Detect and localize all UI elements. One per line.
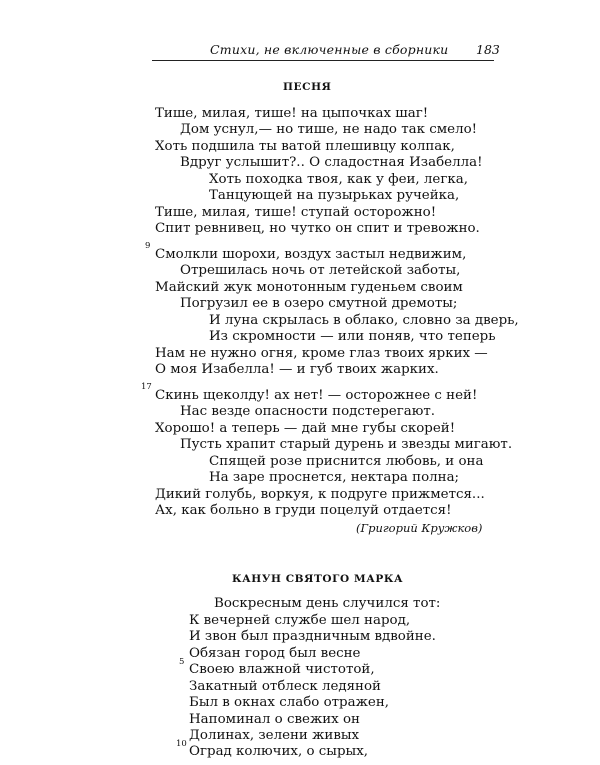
- poem-line: Хоть походка твоя, как у феи, легка,: [209, 172, 468, 187]
- poem-line: Дом уснул,— но тише, не надо так смело!: [180, 122, 478, 137]
- running-title: Стихи, не включенные в сборники: [210, 42, 449, 57]
- poem-line: Обязан город был весне: [189, 646, 361, 661]
- poem-line: Воскресным день случился тот:: [214, 596, 441, 611]
- poem-line: Вдруг услышит?.. О сладостная Изабелла!: [180, 155, 483, 170]
- poem-line: Своею влажной чистотой,: [189, 662, 375, 677]
- poem-line: Хорошо! а теперь — дай мне губы скорей!: [155, 421, 456, 436]
- poem-line: Дикий голубь, воркуя, к подруге прижмется...: [155, 487, 485, 502]
- poem-line: Скинь щеколду! ах нет! — осторожнее с ней!: [155, 388, 478, 403]
- poem-line: И луна скрылась в облако, словно за дверь,: [209, 313, 519, 328]
- poem-line: Из скромности — или поняв, что теперь: [209, 329, 496, 344]
- line-number: 17: [141, 382, 152, 392]
- poem-line: Закатный отблеск ледяной: [189, 679, 381, 694]
- line-number: 9: [145, 241, 151, 251]
- poem-line: На заре проснется, нектара полна;: [209, 470, 460, 485]
- poem-line: Погрузил ее в озеро смутной дремоты;: [180, 296, 458, 311]
- poem-line: Спит ревнивец, но чутко он спит и тревожно.: [155, 221, 480, 236]
- poem-title: ПЕСНЯ: [283, 81, 332, 93]
- line-number: 10: [176, 739, 187, 749]
- page-number: 183: [476, 42, 500, 57]
- poem-line: Напоминал о свежих он: [189, 712, 360, 727]
- poem-line: Был в окнах слабо отражен,: [189, 695, 390, 710]
- poem-line: Спящей розе приснится любовь, и она: [209, 454, 484, 469]
- poem-line: Нам не нужно огня, кроме глаз твоих ярких —: [155, 346, 488, 361]
- poem-line: Долинах, зелени живых: [189, 728, 360, 743]
- poem-line: Танцующей на пузырьках ручейка,: [209, 188, 460, 203]
- poem-line: Нас везде опасности подстерегают.: [180, 404, 436, 419]
- poem-line: Хоть подшила ты ватой плешивцу колпак,: [155, 139, 455, 154]
- poem-line: К вечерней службе шел народ,: [189, 613, 411, 628]
- poem-line: Оград колючих, о сырых,: [189, 744, 369, 759]
- poem-line: Ах, как больно в груди поцелуй отдается!: [155, 503, 452, 518]
- poem-line: Смолкли шорохи, воздух застыл недвижим,: [155, 247, 467, 262]
- poem-line: Майский жук монотонным гуденьем своим: [155, 280, 463, 295]
- header-rule: [152, 60, 494, 61]
- poem-line: О моя Изабелла! — и губ твоих жарких.: [155, 362, 439, 377]
- poem-line: Пусть храпит старый дурень и звезды мигают.: [180, 437, 513, 452]
- translator-credit: (Григорий Кружков): [356, 521, 483, 535]
- poem-title: КАНУН СВЯТОГО МАРКА: [232, 573, 404, 585]
- line-number: 5: [179, 657, 185, 667]
- poem-line: Тише, милая, тише! на цыпочках шаг!: [155, 106, 429, 121]
- poem-line: Отрешилась ночь от летейской заботы,: [180, 263, 461, 278]
- poem-line: Тише, милая, тише! ступай осторожно!: [155, 205, 437, 220]
- poem-line: И звон был праздничным вдвойне.: [189, 629, 436, 644]
